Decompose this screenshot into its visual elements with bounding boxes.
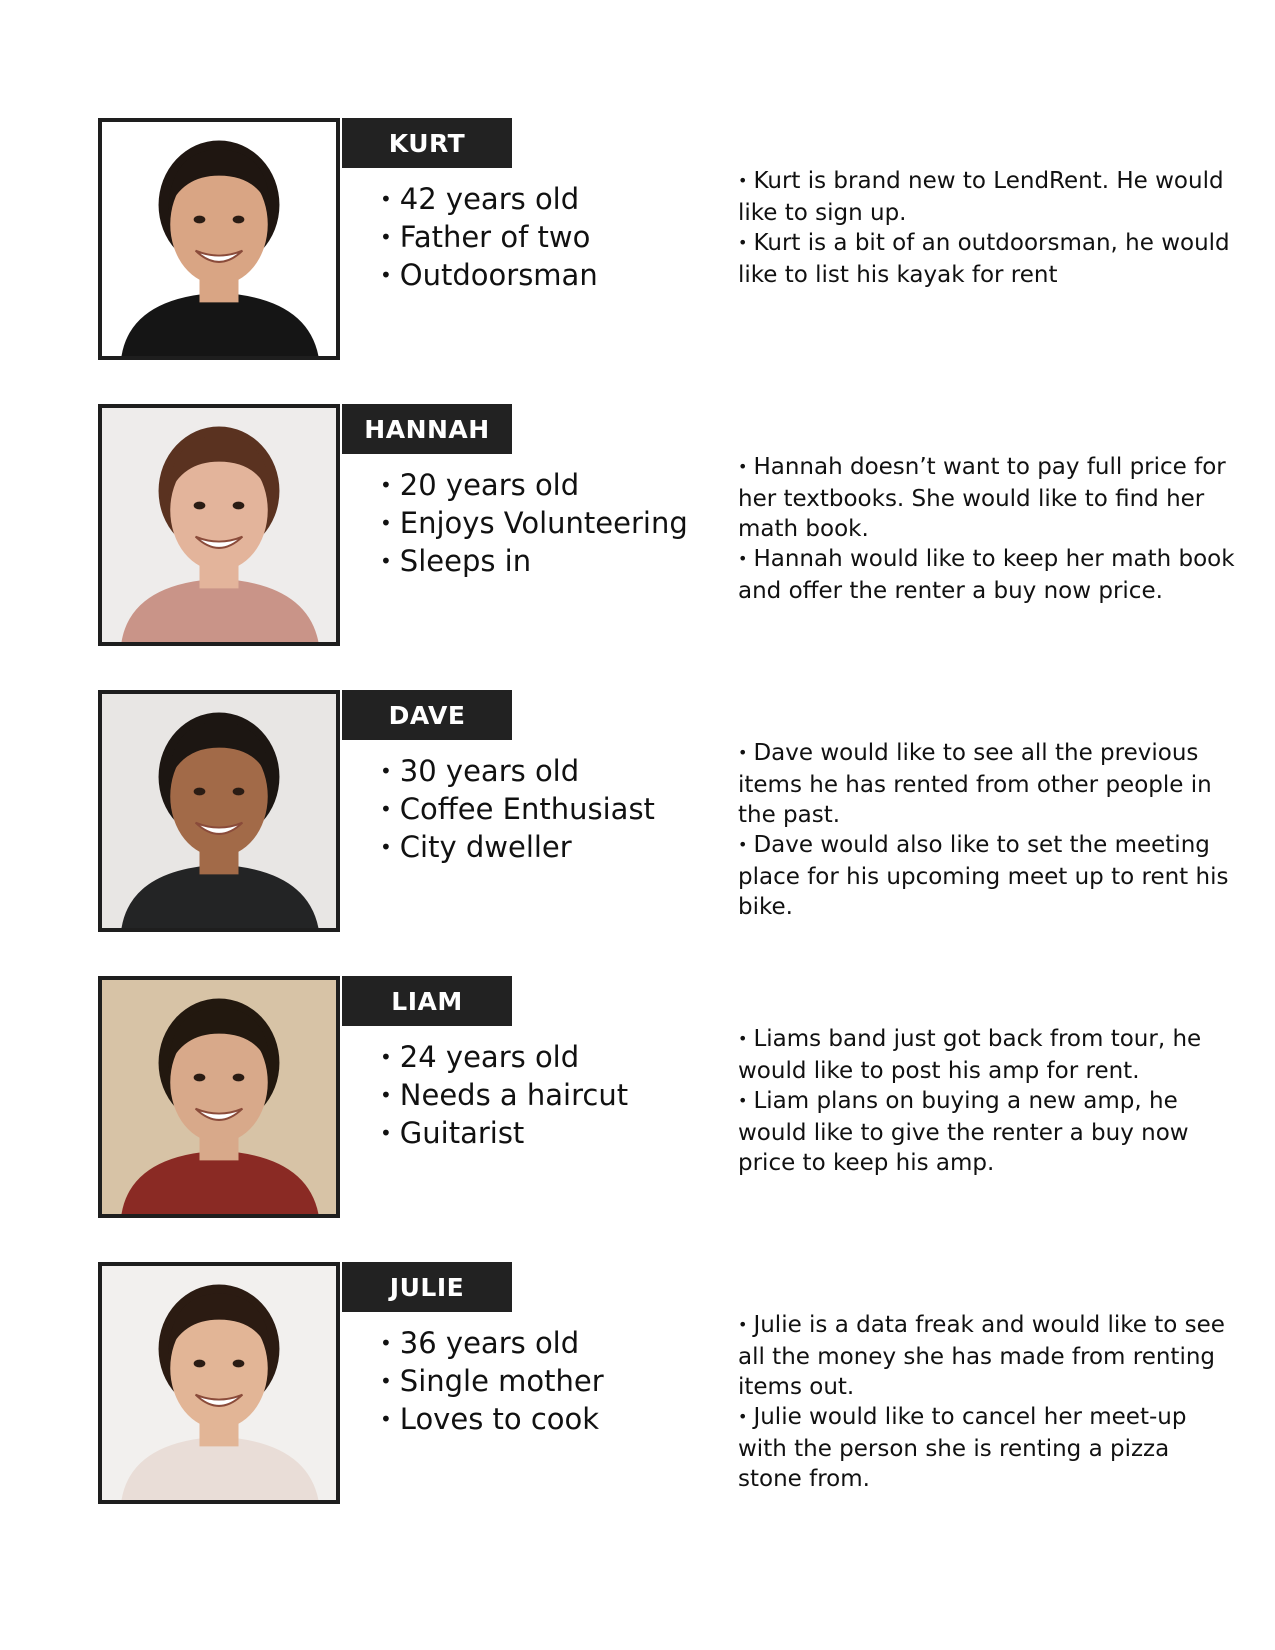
goal-item: • Julie would like to cancel her meet-up with the person she is renting a pizza stone from. <box>738 1402 1238 1494</box>
persona-photo <box>98 118 340 360</box>
persona-goals <box>738 738 1238 922</box>
persona-photo <box>98 1262 340 1504</box>
goal-item: • Liam plans on buying a new amp, he would like to give the renter a buy now price to keep his amp. <box>738 1086 1238 1178</box>
goal-item: • Hannah doesn’t want to pay full price for her textbooks. She would like to find her math book. <box>738 452 1238 544</box>
trait-item: • Sleeps in <box>380 544 688 582</box>
persona-traits <box>380 754 655 868</box>
trait-item: • Guitarist <box>380 1116 628 1154</box>
persona-julie <box>0 1262 1275 1512</box>
goal-item: • Liams band just got back from tour, he would like to post his amp for rent. <box>738 1024 1238 1086</box>
goal-item: • Hannah would like to keep her math book and offer the renter a buy now price. <box>738 544 1238 606</box>
trait-item: • Enjoys Volunteering <box>380 506 688 544</box>
persona-hannah <box>0 404 1275 654</box>
goal-item: • Julie is a data freak and would like to see all the money she has made from renting items out. <box>738 1310 1238 1402</box>
persona-dave <box>0 690 1275 940</box>
trait-item: • 24 years old <box>380 1040 628 1078</box>
portrait-illustration <box>102 980 336 1214</box>
portrait-illustration <box>102 1266 336 1500</box>
persona-goals <box>738 1024 1238 1178</box>
persona-traits <box>380 1040 628 1154</box>
portrait-illustration <box>102 408 336 642</box>
persona-goals <box>738 452 1238 606</box>
trait-item: • Loves to cook <box>380 1402 604 1440</box>
trait-item: • Outdoorsman <box>380 258 598 296</box>
persona-name: HANNAH <box>342 404 512 454</box>
trait-item: • 30 years old <box>380 754 655 792</box>
trait-item: • 36 years old <box>380 1326 604 1364</box>
persona-traits <box>380 182 598 296</box>
persona-goals <box>738 1310 1238 1494</box>
trait-item: • Father of two <box>380 220 598 258</box>
portrait-illustration <box>102 122 336 356</box>
persona-traits <box>380 468 688 582</box>
goal-item: • Kurt is a bit of an outdoorsman, he would like to list his kayak for rent <box>738 228 1238 290</box>
persona-name: KURT <box>342 118 512 168</box>
goal-item: • Dave would like to see all the previous items he has rented from other people in the past. <box>738 738 1238 830</box>
trait-item: • Needs a haircut <box>380 1078 628 1116</box>
persona-photo <box>98 690 340 932</box>
persona-goals <box>738 166 1238 290</box>
portrait-illustration <box>102 694 336 928</box>
persona-name: JULIE <box>342 1262 512 1312</box>
persona-photo <box>98 976 340 1218</box>
trait-item: • Coffee Enthusiast <box>380 792 655 830</box>
goal-item: • Dave would also like to set the meeting place for his upcoming meet up to rent his bike. <box>738 830 1238 922</box>
trait-item: • City dweller <box>380 830 655 868</box>
persona-name: LIAM <box>342 976 512 1026</box>
goal-item: • Kurt is brand new to LendRent. He would like to sign up. <box>738 166 1238 228</box>
persona-traits <box>380 1326 604 1440</box>
persona-name: DAVE <box>342 690 512 740</box>
trait-item: • 42 years old <box>380 182 598 220</box>
trait-item: • 20 years old <box>380 468 688 506</box>
trait-item: • Single mother <box>380 1364 604 1402</box>
persona-photo <box>98 404 340 646</box>
persona-liam <box>0 976 1275 1226</box>
persona-kurt <box>0 118 1275 368</box>
